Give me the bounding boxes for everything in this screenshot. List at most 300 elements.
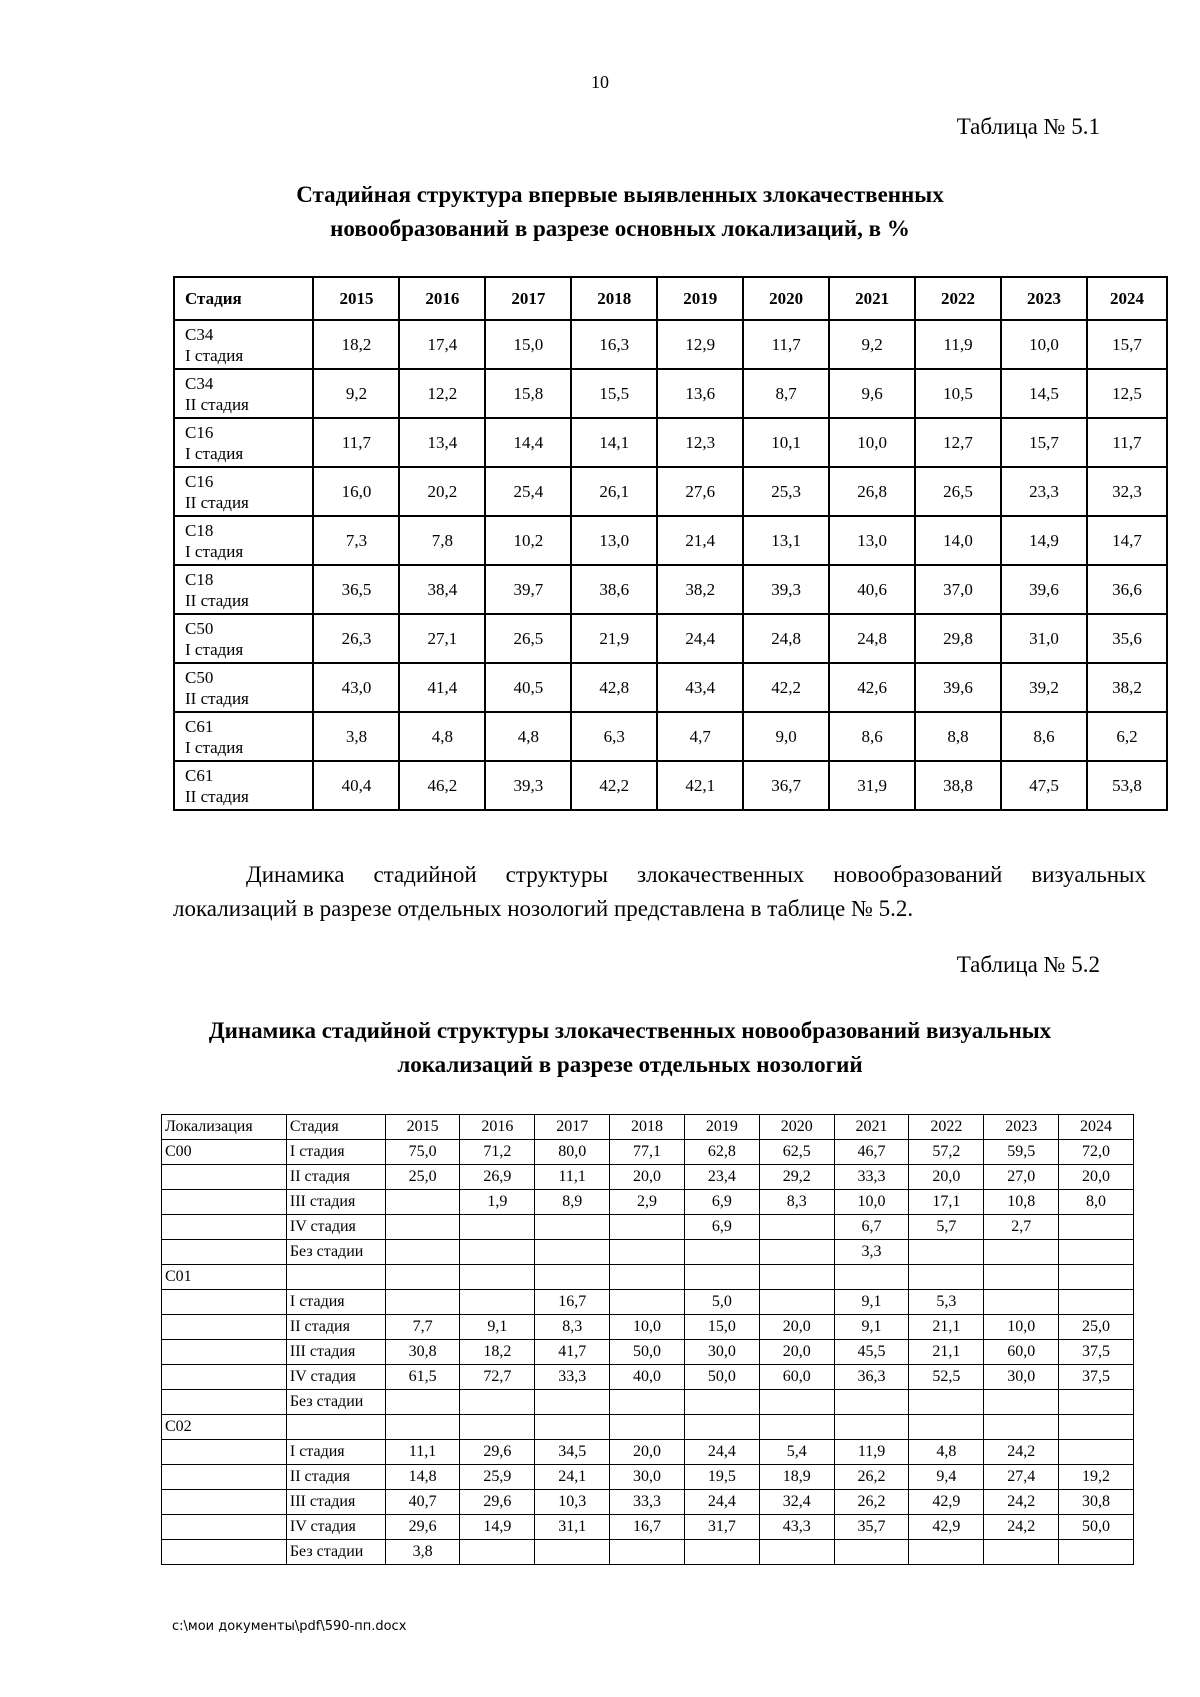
value-cell: 15,7 xyxy=(1001,418,1087,467)
localization-cell xyxy=(162,1465,287,1490)
value-cell: 6,9 xyxy=(684,1190,759,1215)
table-row xyxy=(174,565,1167,614)
value-cell: 12,2 xyxy=(399,369,485,418)
table-row xyxy=(174,712,1167,761)
localization-cell xyxy=(162,1515,287,1540)
header-cell: 2020 xyxy=(743,277,829,320)
value-cell: 7,7 xyxy=(385,1315,460,1340)
value-cell xyxy=(984,1290,1059,1315)
header-cell: 2023 xyxy=(984,1115,1059,1140)
value-cell: 27,4 xyxy=(984,1465,1059,1490)
value-cell: 24,2 xyxy=(984,1490,1059,1515)
stage-label-cell xyxy=(174,369,313,418)
value-cell xyxy=(535,1390,610,1415)
value-cell: 10,3 xyxy=(535,1490,610,1515)
value-cell xyxy=(759,1540,834,1565)
value-cell: 19,5 xyxy=(684,1465,759,1490)
value-cell xyxy=(385,1390,460,1415)
value-cell: 8,3 xyxy=(759,1190,834,1215)
value-cell xyxy=(759,1215,834,1240)
value-cell: 9,1 xyxy=(834,1315,909,1340)
value-cell xyxy=(460,1215,535,1240)
value-cell xyxy=(385,1415,460,1440)
value-cell xyxy=(759,1290,834,1315)
value-cell xyxy=(984,1540,1059,1565)
visual-localization-table xyxy=(161,1114,1134,1565)
value-cell: 14,9 xyxy=(460,1515,535,1540)
header-cell: 2024 xyxy=(1087,277,1167,320)
stage-name: I стадия xyxy=(185,639,244,659)
value-cell: 24,8 xyxy=(829,614,915,663)
value-cell xyxy=(984,1390,1059,1415)
value-cell xyxy=(610,1390,685,1415)
value-cell: 33,3 xyxy=(834,1165,909,1190)
value-cell: 42,6 xyxy=(829,663,915,712)
table-5-1-title xyxy=(200,178,1040,246)
value-cell: 20,0 xyxy=(909,1165,984,1190)
value-cell xyxy=(460,1240,535,1265)
value-cell: 71,2 xyxy=(460,1140,535,1165)
value-cell xyxy=(610,1290,685,1315)
value-cell: 29,6 xyxy=(460,1440,535,1465)
value-cell: 37,0 xyxy=(915,565,1001,614)
value-cell: 8,3 xyxy=(535,1315,610,1340)
value-cell: 40,4 xyxy=(313,761,399,810)
value-cell: 27,6 xyxy=(657,467,743,516)
value-cell: 13,4 xyxy=(399,418,485,467)
table-row xyxy=(174,369,1167,418)
value-cell: 10,2 xyxy=(485,516,571,565)
value-cell xyxy=(759,1390,834,1415)
value-cell xyxy=(610,1215,685,1240)
header-cell: 2015 xyxy=(385,1115,460,1140)
value-cell: 31,9 xyxy=(829,761,915,810)
stage-name: II стадия xyxy=(185,492,249,512)
value-cell: 12,9 xyxy=(657,320,743,369)
value-cell: 42,2 xyxy=(743,663,829,712)
value-cell xyxy=(610,1415,685,1440)
table-row xyxy=(162,1540,1134,1565)
value-cell: 37,5 xyxy=(1059,1340,1134,1365)
value-cell xyxy=(1059,1390,1134,1415)
value-cell: 29,8 xyxy=(915,614,1001,663)
header-cell: 2019 xyxy=(684,1115,759,1140)
stage-cell: IV стадия xyxy=(286,1365,385,1390)
table-5-2-title-line-1: Динамика стадийной структуры злокачественных новообразований визуальных xyxy=(208,1018,1052,1043)
value-cell: 36,5 xyxy=(313,565,399,614)
value-cell xyxy=(984,1240,1059,1265)
value-cell xyxy=(684,1265,759,1290)
value-cell: 46,7 xyxy=(834,1140,909,1165)
stage-cell xyxy=(286,1415,385,1440)
value-cell xyxy=(684,1240,759,1265)
table-5-2-title xyxy=(150,1014,1110,1082)
value-cell: 50,0 xyxy=(684,1365,759,1390)
stage-name: II стадия xyxy=(185,590,249,610)
localization-cell xyxy=(162,1315,287,1340)
value-cell: 16,7 xyxy=(610,1515,685,1540)
value-cell: 10,0 xyxy=(610,1315,685,1340)
table-5-2-title-line-2: локализаций в разрезе отдельных нозологий xyxy=(397,1052,863,1077)
value-cell xyxy=(984,1265,1059,1290)
value-cell xyxy=(385,1190,460,1215)
localization-code: С61 xyxy=(185,716,214,736)
value-cell xyxy=(759,1265,834,1290)
stage-name: II стадия xyxy=(185,688,249,708)
value-cell: 4,8 xyxy=(485,712,571,761)
stage-cell: II стадия xyxy=(286,1315,385,1340)
value-cell: 8,7 xyxy=(743,369,829,418)
value-cell: 11,1 xyxy=(535,1165,610,1190)
value-cell: 16,7 xyxy=(535,1290,610,1315)
value-cell: 15,7 xyxy=(1087,320,1167,369)
value-cell: 6,3 xyxy=(571,712,657,761)
value-cell: 53,8 xyxy=(1087,761,1167,810)
value-cell xyxy=(684,1390,759,1415)
value-cell: 40,5 xyxy=(485,663,571,712)
value-cell: 36,7 xyxy=(743,761,829,810)
value-cell: 21,9 xyxy=(571,614,657,663)
header-cell: 2021 xyxy=(829,277,915,320)
table-row xyxy=(162,1265,1134,1290)
header-cell: 2018 xyxy=(610,1115,685,1140)
value-cell: 31,7 xyxy=(684,1515,759,1540)
value-cell: 11,9 xyxy=(915,320,1001,369)
value-cell xyxy=(1059,1265,1134,1290)
value-cell: 21,1 xyxy=(909,1340,984,1365)
value-cell: 46,2 xyxy=(399,761,485,810)
value-cell: 38,8 xyxy=(915,761,1001,810)
value-cell: 77,1 xyxy=(610,1140,685,1165)
value-cell: 29,2 xyxy=(759,1165,834,1190)
value-cell: 26,1 xyxy=(571,467,657,516)
stage-cell: III стадия xyxy=(286,1490,385,1515)
value-cell xyxy=(385,1265,460,1290)
stage-label-cell xyxy=(174,712,313,761)
stage-label-cell xyxy=(174,761,313,810)
intro-paragraph: Динамика стадийной структуры злокачественных новообразований визуальных локализаций в разрезе отдельных нозологий представлена в таблице № 5.2. xyxy=(173,862,1146,921)
value-cell xyxy=(909,1415,984,1440)
header-cell: 2022 xyxy=(915,277,1001,320)
value-cell xyxy=(610,1240,685,1265)
value-cell xyxy=(535,1415,610,1440)
value-cell: 9,1 xyxy=(834,1290,909,1315)
value-cell: 39,6 xyxy=(1001,565,1087,614)
value-cell xyxy=(909,1265,984,1290)
table-row xyxy=(174,614,1167,663)
value-cell: 32,3 xyxy=(1087,467,1167,516)
header-cell: Стадия xyxy=(174,277,313,320)
value-cell: 52,5 xyxy=(909,1365,984,1390)
table-row xyxy=(162,1165,1134,1190)
localization-cell: С01 xyxy=(162,1265,287,1290)
value-cell: 20,0 xyxy=(610,1440,685,1465)
value-cell: 10,0 xyxy=(829,418,915,467)
value-cell: 24,4 xyxy=(657,614,743,663)
value-cell xyxy=(460,1415,535,1440)
value-cell: 50,0 xyxy=(610,1340,685,1365)
value-cell: 12,7 xyxy=(915,418,1001,467)
value-cell: 16,3 xyxy=(571,320,657,369)
value-cell: 29,6 xyxy=(460,1490,535,1515)
value-cell: 24,4 xyxy=(684,1490,759,1515)
value-cell: 4,8 xyxy=(399,712,485,761)
header-cell: Стадия xyxy=(286,1115,385,1140)
localization-code: С16 xyxy=(185,422,214,442)
localization-code: С50 xyxy=(185,618,214,638)
value-cell xyxy=(460,1540,535,1565)
value-cell: 57,2 xyxy=(909,1140,984,1165)
value-cell xyxy=(1059,1240,1134,1265)
value-cell: 11,1 xyxy=(385,1440,460,1465)
stage-label-cell xyxy=(174,614,313,663)
header-cell: 2018 xyxy=(571,277,657,320)
value-cell xyxy=(834,1390,909,1415)
value-cell: 34,5 xyxy=(535,1440,610,1465)
value-cell xyxy=(1059,1215,1134,1240)
value-cell xyxy=(984,1415,1059,1440)
table-row xyxy=(162,1415,1134,1440)
value-cell xyxy=(385,1215,460,1240)
stage-cell: I стадия xyxy=(286,1440,385,1465)
header-cell: 2017 xyxy=(535,1115,610,1140)
value-cell: 38,2 xyxy=(1087,663,1167,712)
value-cell: 60,0 xyxy=(984,1340,1059,1365)
file-path-footer: c:\мои документы\pdf\590-пп.docx xyxy=(172,1619,407,1634)
value-cell: 13,0 xyxy=(571,516,657,565)
table-row xyxy=(162,1290,1134,1315)
value-cell: 10,5 xyxy=(915,369,1001,418)
table-row xyxy=(162,1490,1134,1515)
value-cell: 10,8 xyxy=(984,1190,1059,1215)
stage-cell: Без стадии xyxy=(286,1390,385,1415)
table-row xyxy=(174,761,1167,810)
value-cell: 26,9 xyxy=(460,1165,535,1190)
value-cell: 25,3 xyxy=(743,467,829,516)
value-cell xyxy=(460,1390,535,1415)
table-row xyxy=(174,516,1167,565)
value-cell: 61,5 xyxy=(385,1365,460,1390)
localization-code: С18 xyxy=(185,520,214,540)
value-cell: 33,3 xyxy=(535,1365,610,1390)
value-cell: 42,2 xyxy=(571,761,657,810)
localization-cell xyxy=(162,1165,287,1190)
value-cell: 32,4 xyxy=(759,1490,834,1515)
value-cell: 9,0 xyxy=(743,712,829,761)
table-row xyxy=(162,1515,1134,1540)
table-row xyxy=(174,467,1167,516)
value-cell: 25,9 xyxy=(460,1465,535,1490)
value-cell: 42,9 xyxy=(909,1515,984,1540)
stage-cell: II стадия xyxy=(286,1165,385,1190)
value-cell: 43,3 xyxy=(759,1515,834,1540)
stage-name: I стадия xyxy=(185,737,244,757)
value-cell: 41,4 xyxy=(399,663,485,712)
stage-name: II стадия xyxy=(185,394,249,414)
value-cell: 75,0 xyxy=(385,1140,460,1165)
table-header-row xyxy=(174,277,1167,320)
value-cell: 20,0 xyxy=(759,1315,834,1340)
table-row xyxy=(162,1140,1134,1165)
value-cell: 9,2 xyxy=(829,320,915,369)
localization-cell xyxy=(162,1365,287,1390)
value-cell: 36,6 xyxy=(1087,565,1167,614)
value-cell: 31,1 xyxy=(535,1515,610,1540)
value-cell: 12,5 xyxy=(1087,369,1167,418)
localization-code: С50 xyxy=(185,667,214,687)
value-cell: 24,8 xyxy=(743,614,829,663)
value-cell: 30,0 xyxy=(984,1365,1059,1390)
stage-label-cell xyxy=(174,467,313,516)
header-cell: 2024 xyxy=(1059,1115,1134,1140)
localization-code: С16 xyxy=(185,471,214,491)
value-cell: 30,0 xyxy=(684,1340,759,1365)
value-cell: 21,4 xyxy=(657,516,743,565)
value-cell: 50,0 xyxy=(1059,1515,1134,1540)
value-cell: 35,7 xyxy=(834,1515,909,1540)
value-cell: 10,0 xyxy=(834,1190,909,1215)
value-cell: 13,0 xyxy=(829,516,915,565)
stage-name: II стадия xyxy=(185,786,249,806)
value-cell: 10,0 xyxy=(1001,320,1087,369)
page-number: 10 xyxy=(591,72,609,92)
value-cell: 8,6 xyxy=(1001,712,1087,761)
value-cell xyxy=(610,1265,685,1290)
table-row xyxy=(162,1390,1134,1415)
value-cell: 24,1 xyxy=(535,1465,610,1490)
value-cell xyxy=(759,1240,834,1265)
value-cell: 42,8 xyxy=(571,663,657,712)
header-cell: 2016 xyxy=(460,1115,535,1140)
table-5-2-label: Таблица № 5.2 xyxy=(956,952,1100,977)
value-cell: 39,3 xyxy=(743,565,829,614)
value-cell: 10,1 xyxy=(743,418,829,467)
table-5-1-label: Таблица № 5.1 xyxy=(956,114,1100,139)
table-row xyxy=(162,1365,1134,1390)
table-row xyxy=(174,418,1167,467)
value-cell: 40,7 xyxy=(385,1490,460,1515)
value-cell: 9,6 xyxy=(829,369,915,418)
localization-code: С34 xyxy=(185,373,214,393)
localization-code: С18 xyxy=(185,569,214,589)
stage-cell: III стадия xyxy=(286,1190,385,1215)
value-cell: 37,5 xyxy=(1059,1365,1134,1390)
value-cell: 15,0 xyxy=(684,1315,759,1340)
value-cell: 23,4 xyxy=(684,1165,759,1190)
localization-cell xyxy=(162,1340,287,1365)
value-cell: 20,0 xyxy=(610,1165,685,1190)
header-cell: 2017 xyxy=(485,277,571,320)
value-cell: 24,2 xyxy=(984,1440,1059,1465)
value-cell: 15,5 xyxy=(571,369,657,418)
value-cell: 9,1 xyxy=(460,1315,535,1340)
value-cell: 2,7 xyxy=(984,1215,1059,1240)
value-cell: 24,4 xyxy=(684,1440,759,1465)
value-cell xyxy=(1059,1540,1134,1565)
value-cell: 39,3 xyxy=(485,761,571,810)
stage-cell: I стадия xyxy=(286,1290,385,1315)
value-cell xyxy=(834,1265,909,1290)
value-cell: 14,1 xyxy=(571,418,657,467)
value-cell: 18,9 xyxy=(759,1465,834,1490)
value-cell xyxy=(684,1415,759,1440)
header-cell: 2023 xyxy=(1001,277,1087,320)
value-cell: 25,4 xyxy=(485,467,571,516)
value-cell xyxy=(684,1540,759,1565)
value-cell: 13,6 xyxy=(657,369,743,418)
value-cell: 10,0 xyxy=(984,1315,1059,1340)
value-cell: 8,6 xyxy=(829,712,915,761)
value-cell: 14,5 xyxy=(1001,369,1087,418)
value-cell: 11,9 xyxy=(834,1440,909,1465)
stage-structure-table xyxy=(173,276,1168,811)
header-cell: 2015 xyxy=(313,277,399,320)
value-cell: 17,4 xyxy=(399,320,485,369)
value-cell: 3,8 xyxy=(385,1540,460,1565)
value-cell: 3,8 xyxy=(313,712,399,761)
value-cell: 39,2 xyxy=(1001,663,1087,712)
value-cell: 8,0 xyxy=(1059,1190,1134,1215)
value-cell: 15,0 xyxy=(485,320,571,369)
value-cell: 5,0 xyxy=(684,1290,759,1315)
value-cell: 21,1 xyxy=(909,1315,984,1340)
value-cell xyxy=(385,1290,460,1315)
localization-cell: С02 xyxy=(162,1415,287,1440)
value-cell: 11,7 xyxy=(313,418,399,467)
localization-cell xyxy=(162,1540,287,1565)
value-cell xyxy=(460,1265,535,1290)
value-cell: 3,3 xyxy=(834,1240,909,1265)
value-cell: 72,7 xyxy=(460,1365,535,1390)
stage-name: I стадия xyxy=(185,345,244,365)
value-cell: 11,7 xyxy=(1087,418,1167,467)
value-cell: 60,0 xyxy=(759,1365,834,1390)
value-cell: 11,7 xyxy=(743,320,829,369)
value-cell: 26,5 xyxy=(485,614,571,663)
value-cell: 14,4 xyxy=(485,418,571,467)
value-cell: 26,3 xyxy=(313,614,399,663)
value-cell: 14,0 xyxy=(915,516,1001,565)
value-cell: 9,2 xyxy=(313,369,399,418)
value-cell: 43,0 xyxy=(313,663,399,712)
stage-label-cell xyxy=(174,320,313,369)
value-cell: 6,2 xyxy=(1087,712,1167,761)
value-cell: 17,1 xyxy=(909,1190,984,1215)
value-cell: 30,8 xyxy=(1059,1490,1134,1515)
value-cell: 7,8 xyxy=(399,516,485,565)
value-cell: 23,3 xyxy=(1001,467,1087,516)
value-cell: 9,4 xyxy=(909,1465,984,1490)
header-cell: 2021 xyxy=(834,1115,909,1140)
table-row xyxy=(162,1465,1134,1490)
value-cell: 6,9 xyxy=(684,1215,759,1240)
value-cell: 24,2 xyxy=(984,1515,1059,1540)
value-cell: 7,3 xyxy=(313,516,399,565)
localization-cell xyxy=(162,1390,287,1415)
stage-name: I стадия xyxy=(185,541,244,561)
value-cell: 33,3 xyxy=(610,1490,685,1515)
value-cell xyxy=(759,1415,834,1440)
value-cell xyxy=(535,1265,610,1290)
value-cell: 25,0 xyxy=(1059,1315,1134,1340)
table-row xyxy=(162,1340,1134,1365)
stage-label-cell xyxy=(174,565,313,614)
table-row xyxy=(174,663,1167,712)
value-cell: 5,4 xyxy=(759,1440,834,1465)
header-cell: Локализация xyxy=(162,1115,287,1140)
value-cell xyxy=(834,1415,909,1440)
table-5-1-title-line-2: новообразований в разрезе основных локализаций, в % xyxy=(330,216,910,241)
